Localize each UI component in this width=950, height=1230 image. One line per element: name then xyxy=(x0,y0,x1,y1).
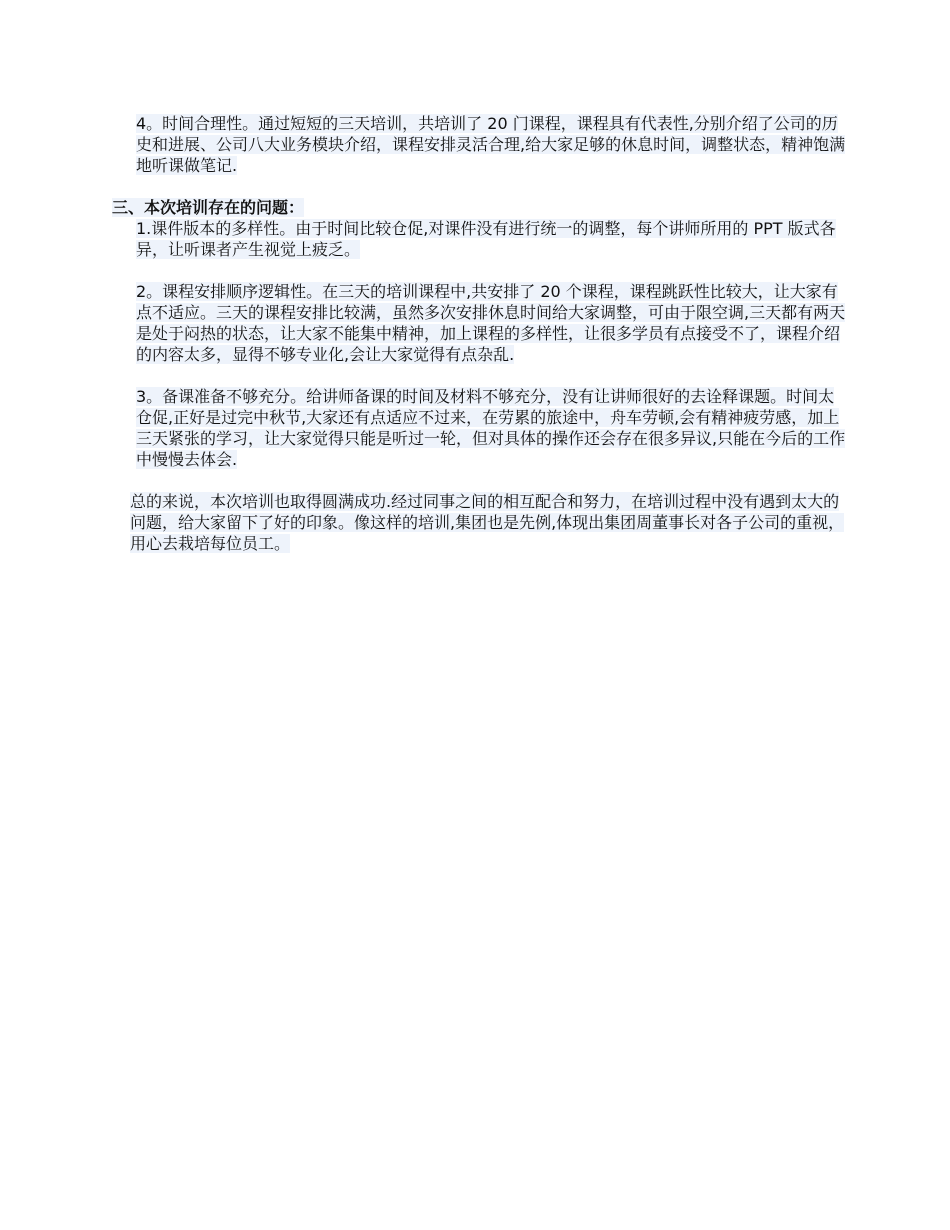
document-page xyxy=(112,113,847,554)
paragraph-text: 1.课件版本的多样性。由于时间比较仓促,对课件没有进行统一的调整，每个讲师所用的 PPT 版式各异，让听课者产生视觉上疲乏。 xyxy=(136,219,836,259)
paragraph-text: 总的来说，本次培训也取得圆满成功.经过同事之间的相互配合和努力，在培训过程中没有遇到太大的问题，给大家留下了好的印象。像这样的培训,集团也是先例,体现出集团周董事长对各子公司的重视，用心去栽培每位员工。 xyxy=(130,492,845,553)
paragraph-courseware-diversity xyxy=(112,218,847,260)
section-heading-issues xyxy=(112,197,847,218)
paragraph-text: 2。课程安排顺序逻辑性。在三天的培训课程中,共安排了 20 个课程，课程跳跃性比较大，让大家有点不适应。三天的课程安排比较满，虽然多次安排休息时间给大家调整，可由于限空调,三天都有两天是处于闷热的状态，让大家不能集中精神，加上课程的多样性，让很多学员有点接受不了，课程介绍的内容太多，显得不够专业化,会让大家觉得有点杂乱. xyxy=(136,282,846,364)
paragraph-time-reasonableness xyxy=(112,113,847,176)
heading-text: 三、本次培训存在的问题： xyxy=(112,198,305,217)
paragraph-gap xyxy=(112,260,847,281)
paragraph-course-order-logic xyxy=(112,281,847,365)
paragraph-preparation xyxy=(112,386,847,470)
paragraph-gap xyxy=(112,176,847,197)
paragraph-gap xyxy=(112,365,847,386)
paragraph-text: 3。备课准备不够充分。给讲师备课的时间及材料不够充分，没有让讲师很好的去诠释课题。时间太仓促,正好是过完中秋节,大家还有点适应不过来，在劳累的旅途中，舟车劳顿,会有精神疲劳感，加上三天紧张的学习，让大家觉得只能是听过一轮，但对具体的操作还会存在很多异议,只能在今后的工作中慢慢去体会. xyxy=(136,387,846,469)
paragraph-text: 4。时间合理性。通过短短的三天培训，共培训了 20 门课程，课程具有代表性,分别介绍了公司的历史和进展、公司八大业务模块介绍，课程安排灵活合理,给大家足够的休息时间，调整状态，精神饱满地听课做笔记. xyxy=(136,114,846,175)
paragraph-gap xyxy=(112,470,847,491)
paragraph-summary xyxy=(112,491,847,554)
